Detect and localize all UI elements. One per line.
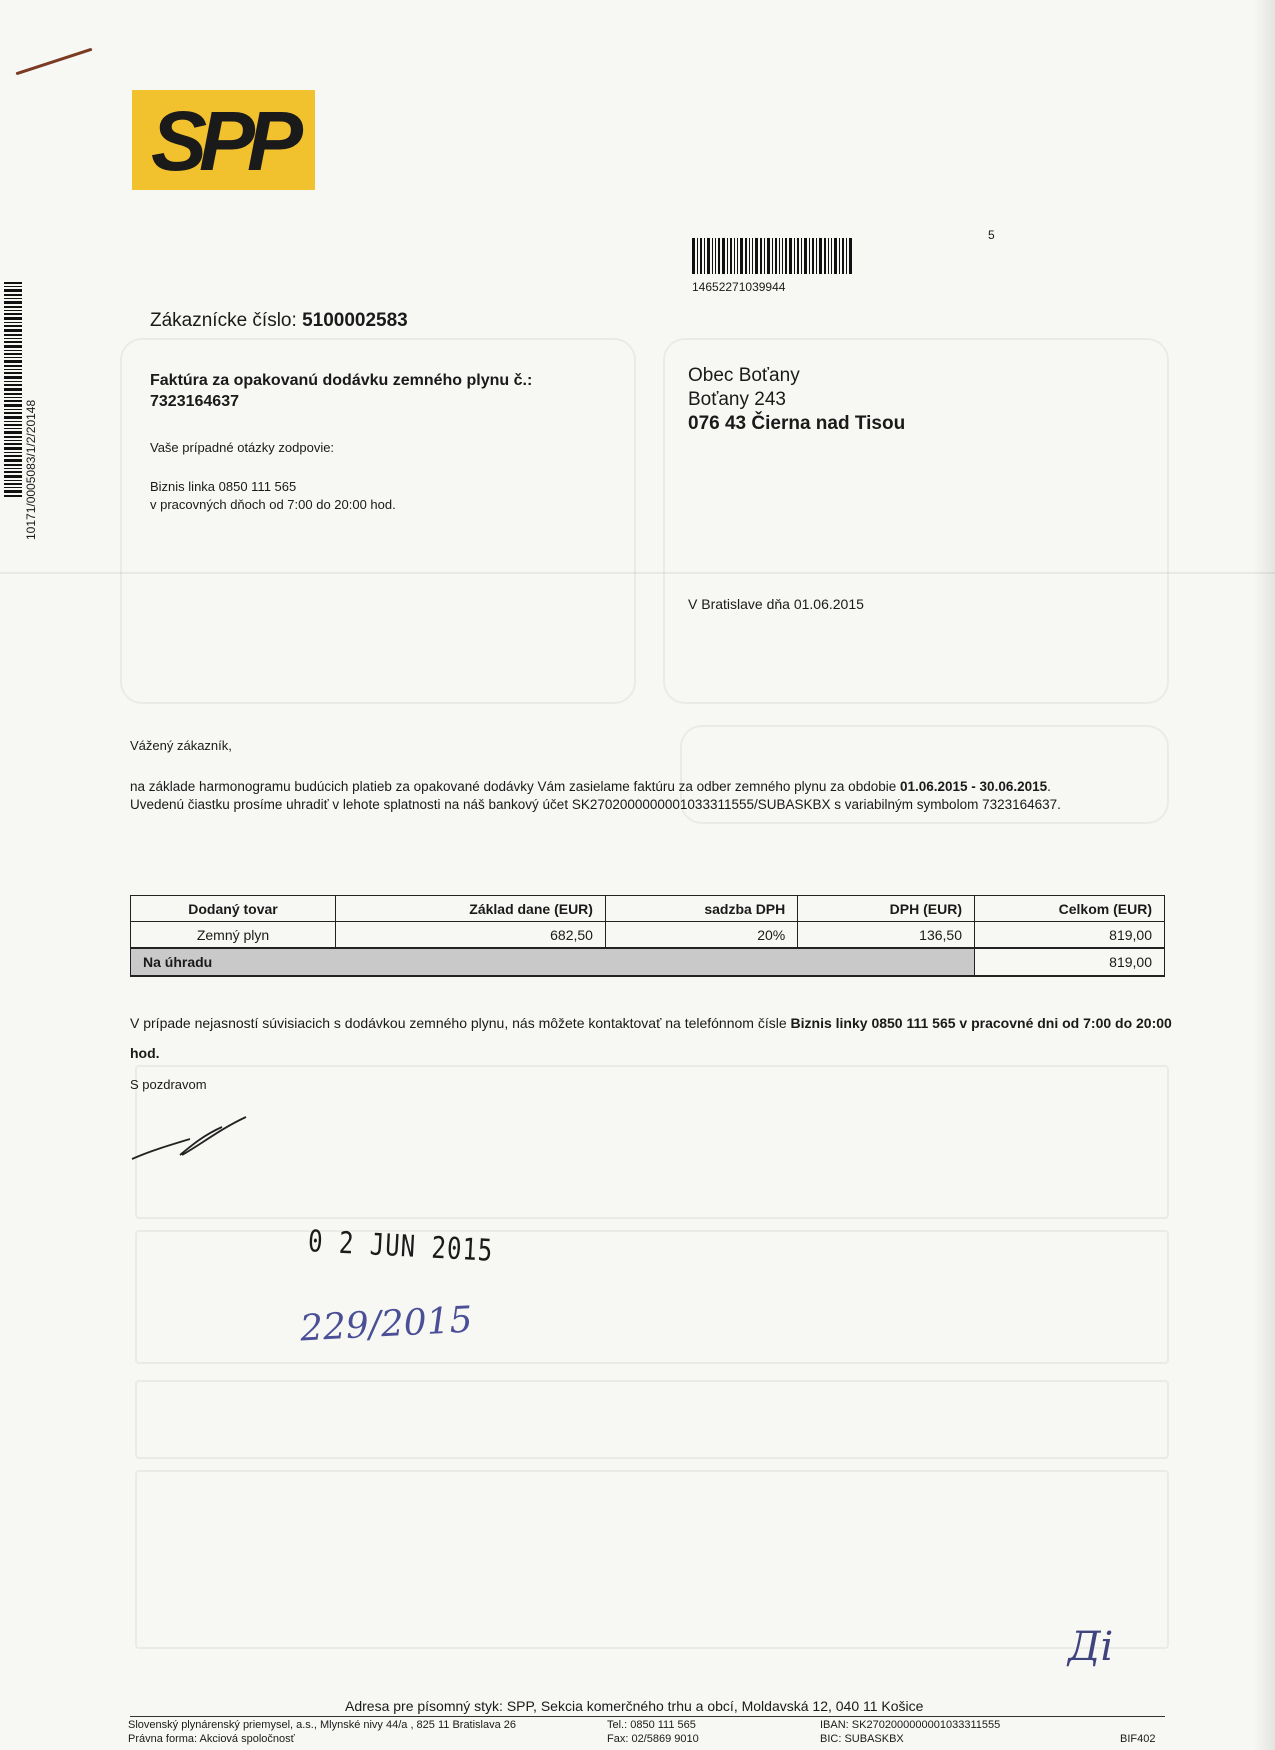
- footer-phone: Tel.: 0850 111 565 Fax: 02/5869 9010: [607, 1719, 699, 1745]
- letter-paragraph-1: na základe harmonogramu budúcich platieb za opakované dodávky Vám zasielame faktúru za odber zemného plynu za obdobie 01.06.2015 - 30.06.2015.: [130, 779, 1051, 794]
- total-label: Na úhradu: [131, 948, 975, 976]
- contact-text: V prípade nejasností súvisiacich s dodávkou zemného plynu, nás môžete kontaktovať na telefónnom čísle Biznis linky 0850 111 565 v pracovné dni od 7:00 do 20:00 hod.: [130, 1015, 1172, 1061]
- handwritten-registry-number: 229/2015: [299, 1299, 474, 1350]
- footer-bank: IBAN: SK2702000000001033311555 BIC: SUBASKBX: [820, 1719, 1001, 1745]
- table-header: sadzba DPH: [605, 896, 797, 922]
- barcode-number: 14652271039944: [692, 280, 786, 294]
- customer-number: 5100002583: [302, 310, 408, 331]
- pen-mark: [15, 48, 92, 76]
- logo-text: SPP: [150, 94, 296, 188]
- spp-logo: [132, 90, 315, 190]
- contact-hotline: Biznis linky 0850 111 565 v pracovné dni od 7:00 do 20:00 hod.: [130, 1015, 1172, 1061]
- salutation: Vážený zákazník,: [130, 738, 232, 753]
- table-header: Základ dane (EUR): [336, 896, 606, 922]
- customer-number-label: Zákaznícke číslo:: [150, 310, 297, 331]
- table-header: DPH (EUR): [798, 896, 975, 922]
- handwritten-initials: Ді: [1068, 1624, 1114, 1670]
- side-barcode-icon: [4, 282, 22, 536]
- table-row: [131, 922, 1165, 949]
- table-cell: 682,50: [336, 922, 606, 949]
- table-header: Celkom (EUR): [975, 896, 1165, 922]
- recipient-address: [688, 364, 905, 436]
- regards: S pozdravom: [130, 1077, 207, 1092]
- ghost-box-bottom-3: [135, 1380, 1169, 1459]
- table-header: Dodaný tovar: [131, 896, 336, 922]
- hotline-line2: v pracovných dňoch od 7:00 do 20:00 hod.: [150, 497, 396, 512]
- billing-period: 01.06.2015 - 30.06.2015: [899, 779, 1048, 794]
- side-code: 10171/0005083/1/2/20148: [24, 399, 38, 540]
- invoice-title-line1: Faktúra za opakovanú dodávku zemného plynu č.:: [150, 372, 533, 389]
- letter-paragraph-2: Uvedenú čiastku prosíme uhradiť v lehote splatnosti na náš bankový účet SK2702000000001033311555/SUBASKBX s variabilným symbolom 7323164637.: [130, 797, 1061, 812]
- page-number: 5: [988, 228, 995, 242]
- table-header-row: [131, 896, 1165, 922]
- total-row: [131, 948, 1165, 976]
- footer-address: Adresa pre písomný styk: SPP, Sekcia komerčného trhu a obcí, Moldavská 12, 040 11 Košice: [345, 1698, 924, 1714]
- signature-icon: [130, 1115, 250, 1170]
- paper-fold: [0, 572, 1275, 574]
- document-date: V Bratislave dňa 01.06.2015: [688, 596, 864, 612]
- invoice-number: 7323164637: [150, 393, 239, 410]
- hotline-line1: Biznis linka 0850 111 565: [150, 479, 297, 494]
- total-value: 819,00: [975, 948, 1165, 976]
- footer-divider: [130, 1716, 1165, 1717]
- paper-edge-shadow: [1253, 0, 1275, 1750]
- invoice-table: [130, 895, 1165, 977]
- ghost-box-bottom-4: [135, 1470, 1169, 1649]
- received-date-stamp: 0 2 JUN 2015: [307, 1223, 495, 1269]
- recipient-street: Boťany 243: [688, 389, 786, 410]
- recipient-name: Obec Boťany: [688, 365, 800, 386]
- barcode-icon: [692, 238, 914, 274]
- table-cell: 20%: [605, 922, 797, 949]
- letter-body: [130, 778, 1175, 814]
- recipient-city: 076 43 Čierna nad Tisou: [688, 413, 906, 434]
- questions-text: Vaše prípadné otázky zodpovie:: [150, 440, 335, 455]
- footer-form-code: BIF402: [1120, 1733, 1156, 1745]
- table-cell: 819,00: [975, 922, 1165, 949]
- customer-number-line: [150, 310, 408, 332]
- table-cell: 136,50: [798, 922, 975, 949]
- table-cell: Zemný plyn: [131, 922, 336, 949]
- ghost-box-bottom-2: [135, 1230, 1169, 1364]
- invoice-title: [150, 370, 620, 412]
- ghost-box-bottom-1: [135, 1065, 1169, 1219]
- spp-logo-icon: [132, 90, 315, 190]
- footer-company: Slovenský plynárenský priemysel, a.s., Mlynské nivy 44/a , 825 11 Bratislava 26 Právna forma: Akciová spoločnosť: [128, 1719, 517, 1745]
- hotline-info: [150, 478, 396, 514]
